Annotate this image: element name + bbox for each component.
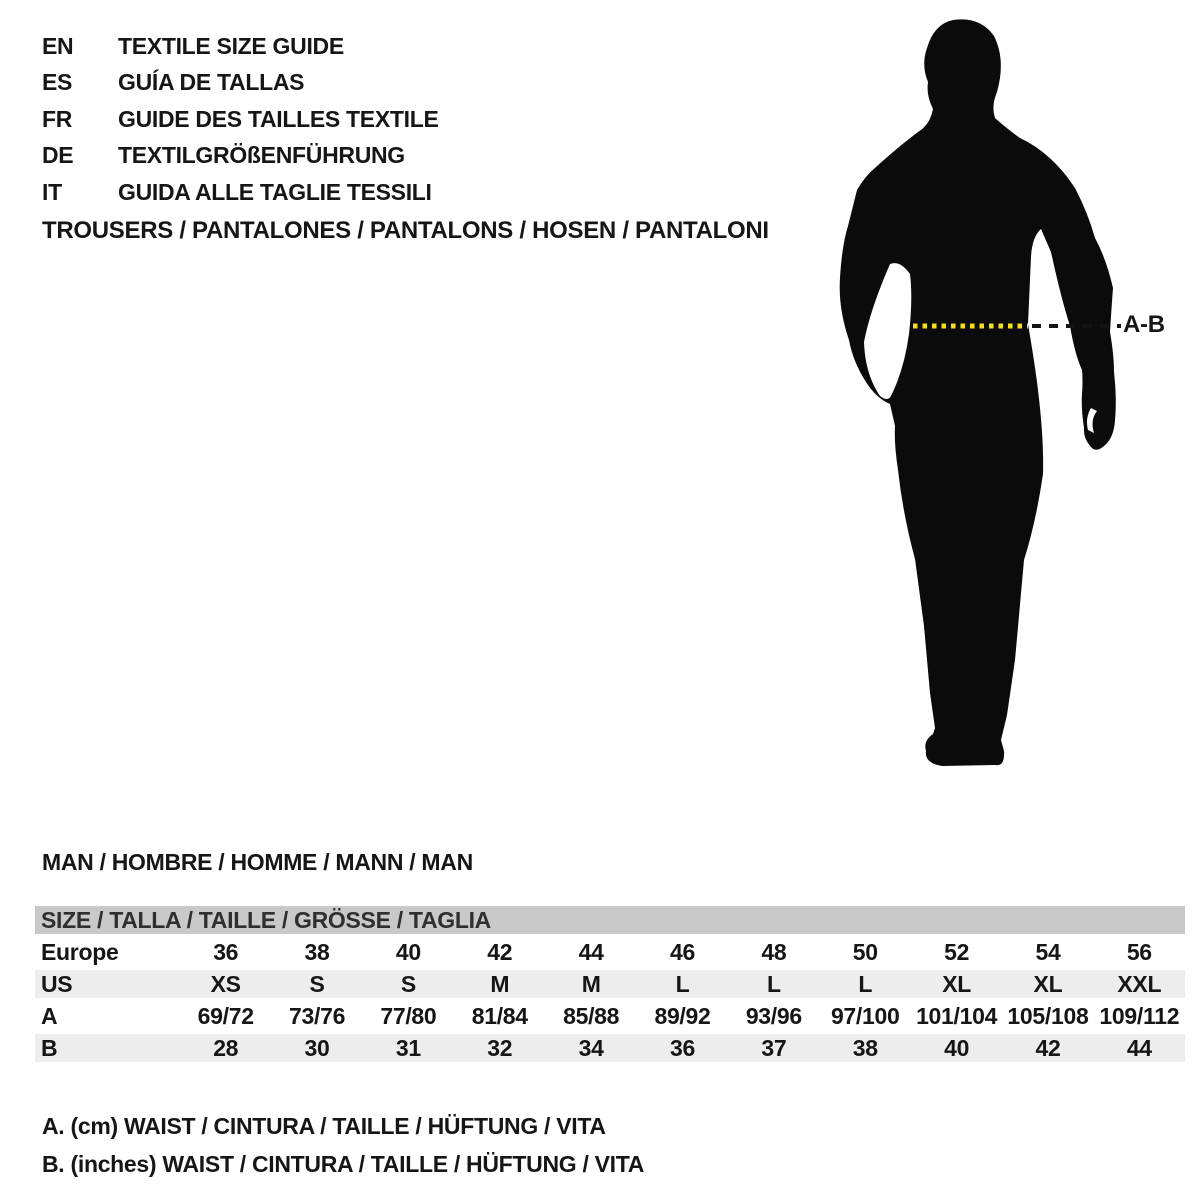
table-cell: 85/88 [563, 1003, 620, 1029]
table-cell: 48 [761, 939, 787, 965]
table-row-label: US [41, 971, 73, 997]
note-waist-inches: B. (inches) WAIST / CINTURA / TAILLE / HÜFTUNG / VITA [42, 1151, 645, 1177]
table-cell: 40 [944, 1035, 970, 1061]
table-cell: M [581, 971, 601, 997]
table-cell: M [490, 971, 510, 997]
man-silhouette-figure [820, 10, 1190, 800]
table-row-b-inches [35, 1034, 1185, 1062]
table-cell: 30 [304, 1035, 330, 1061]
table-cell: 56 [1126, 939, 1152, 965]
table-cell: 42 [1035, 1035, 1061, 1061]
table-cell: 101/104 [916, 1003, 998, 1029]
language-title: GUIDA ALLE TAGLIE TESSILI [118, 178, 432, 205]
table-cell: XS [210, 971, 241, 997]
table-cell: 44 [1126, 1035, 1152, 1061]
table-cell: 37 [761, 1035, 787, 1061]
table-cell: 89/92 [654, 1003, 711, 1029]
table-cell: 77/80 [380, 1003, 437, 1029]
table-cell: XXL [1117, 971, 1162, 997]
table-cell: 36 [213, 939, 239, 965]
table-cell: 93/96 [745, 1003, 802, 1029]
language-guide-list [42, 28, 439, 211]
language-title: TEXTILGRÖßENFÜHRUNG [118, 142, 405, 169]
size-table-header: SIZE / TALLA / TAILLE / GRÖSSE / TAGLIA [35, 906, 1185, 934]
language-title: TEXTILE SIZE GUIDE [118, 32, 344, 59]
table-cell: 97/100 [830, 1003, 900, 1029]
section-title-man: MAN / HOMBRE / HOMME / MANN / MAN [42, 849, 473, 875]
language-code: DE [42, 142, 74, 169]
table-cell: 32 [487, 1035, 513, 1061]
table-cell: 42 [487, 939, 513, 965]
table-cell: L [766, 971, 781, 997]
table-row-europe [35, 938, 1185, 966]
table-cell: 38 [304, 939, 330, 965]
table-cell: 54 [1035, 939, 1061, 965]
table-row-label: A [41, 1003, 58, 1029]
note-waist-cm: A. (cm) WAIST / CINTURA / TAILLE / HÜFTUNG / VITA [42, 1113, 606, 1139]
waist-measure-label: A-B [1123, 311, 1165, 338]
table-cell: 69/72 [197, 1003, 254, 1029]
language-title: GUIDE DES TAILLES TEXTILE [118, 105, 439, 132]
language-title: GUÍA DE TALLAS [118, 69, 305, 96]
table-cell: XL [1033, 971, 1063, 997]
table-cell: 38 [852, 1035, 878, 1061]
table-cell: 105/108 [1007, 1003, 1089, 1029]
table-cell: 73/76 [289, 1003, 346, 1029]
table-row-label: Europe [41, 939, 119, 965]
table-row-a-cm [35, 1002, 1185, 1030]
table-row-us [35, 970, 1185, 998]
table-cell: 40 [395, 939, 421, 965]
table-cell: XL [942, 971, 971, 997]
table-cell: 34 [578, 1035, 604, 1061]
table-row-label: B [41, 1035, 58, 1061]
table-cell: S [400, 971, 416, 997]
table-cell: 31 [395, 1035, 421, 1061]
table-cell: 50 [852, 939, 878, 965]
category-title: TROUSERS / PANTALONES / PANTALONS / HOSEN / PANTALONI [42, 217, 769, 244]
table-cell: 46 [670, 939, 695, 965]
table-cell: S [309, 971, 325, 997]
language-code: ES [42, 69, 73, 96]
language-code: FR [42, 105, 73, 132]
table-cell: 109/112 [1099, 1003, 1180, 1029]
size-table [35, 906, 1185, 1066]
table-cell: L [675, 971, 690, 997]
language-code: IT [42, 178, 62, 205]
table-cell: 28 [213, 1035, 239, 1061]
table-cell: 52 [944, 939, 970, 965]
table-cell: 44 [578, 939, 604, 965]
table-cell: L [858, 971, 873, 997]
table-cell: 36 [670, 1035, 695, 1061]
language-code: EN [42, 32, 74, 59]
table-cell: 81/84 [471, 1003, 528, 1029]
